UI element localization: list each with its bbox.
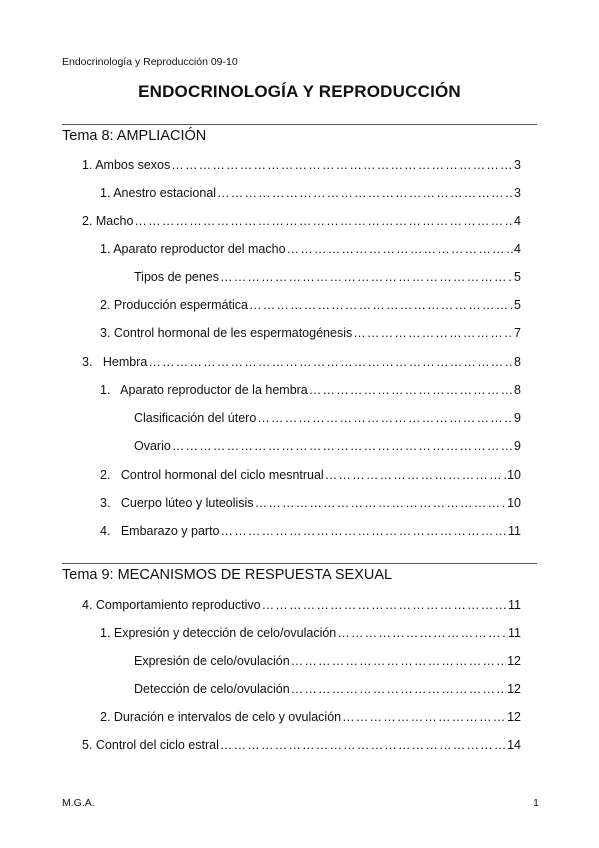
toc-entry-label: 3. Control hormonal de les espermatogénesis: [100, 326, 353, 340]
toc-entry[interactable]: [100, 326, 521, 344]
toc-entry-label: 2. Macho: [82, 214, 134, 228]
toc-entry-label: 2. Control hormonal del ciclo mesntrual: [100, 468, 324, 482]
toc-entry[interactable]: [100, 242, 521, 260]
toc-entry-page: 5: [514, 298, 521, 312]
toc-entry-label: Expresión de celo/ovulación: [134, 654, 290, 668]
toc-entry-page: 8: [514, 383, 521, 397]
toc-entry-page: 10: [507, 496, 521, 510]
toc-leader-dots: [220, 738, 506, 752]
toc-entry-label: 2. Producción espermática: [100, 298, 248, 312]
toc-entry-page: 14: [507, 738, 521, 752]
toc-entry[interactable]: [82, 598, 521, 616]
toc-entry[interactable]: [100, 468, 521, 486]
toc-entry-page: 3: [514, 186, 521, 200]
toc-entry-page: 12: [507, 654, 521, 668]
toc-entry-page: 12: [507, 710, 521, 724]
toc-leader-dots: [249, 298, 513, 312]
toc-entry-label: 4. Embarazo y parto: [100, 524, 220, 538]
toc-leader-dots: [287, 242, 514, 256]
toc-entry[interactable]: [82, 738, 521, 756]
section-title-tema-8: Tema 8: AMPLIACIÓN: [62, 128, 207, 144]
toc-entry-label: 5. Control del ciclo estral: [82, 738, 219, 752]
toc-entry-page: 11: [508, 524, 521, 538]
toc-entry[interactable]: [100, 186, 521, 204]
toc-leader-dots: [342, 710, 506, 724]
toc-leader-dots: [255, 496, 507, 510]
section-divider: [62, 124, 537, 125]
toc-leader-dots: [291, 654, 506, 668]
toc-entry-page: 8: [514, 355, 521, 369]
toc-leader-dots: [171, 158, 513, 172]
toc-entry-page: 11: [508, 626, 521, 640]
toc-entry-label: 1. Anestro estacional: [100, 186, 217, 200]
document-header: Endocrinología y Reproducción 09-10: [62, 56, 238, 68]
toc-entry-label: 2. Duración e intervalos de celo y ovulación: [100, 710, 342, 724]
toc-leader-dots: [221, 524, 508, 538]
toc-leader-dots: [337, 626, 507, 640]
toc-entry-label: Ovario: [134, 439, 171, 453]
toc-entry-label: 3. Cuerpo lúteo y luteolisis: [100, 496, 254, 510]
toc-entry-label: Tipos de penes: [134, 270, 220, 284]
toc-entry-page: 5: [514, 270, 521, 284]
toc-entry-page: 10: [507, 468, 521, 482]
toc-entry-page: 11: [508, 598, 521, 612]
toc-entry-page: 9: [514, 411, 521, 425]
footer-page-number: 1: [533, 797, 539, 809]
document-title: ENDOCRINOLOGÍA Y REPRODUCCIÓN: [138, 82, 461, 101]
toc-entry[interactable]: [134, 439, 521, 457]
toc-entry-label: 4. Comportamiento reproductivo: [82, 598, 261, 612]
toc-entry-page: 4: [514, 214, 521, 228]
toc-entry-label: 1. Ambos sexos: [82, 158, 171, 172]
toc-entry-label: 1. Aparato reproductor de la hembra: [100, 383, 308, 397]
toc-entry[interactable]: [82, 158, 521, 176]
toc-entry[interactable]: [100, 626, 521, 644]
toc-leader-dots: [353, 326, 513, 340]
toc-entry[interactable]: [100, 383, 521, 401]
toc-entry-label: Detección de celo/ovulación: [134, 682, 290, 696]
section-title-tema-9: Tema 9: MECANISMOS DE RESPUESTA SEXUAL: [62, 567, 393, 583]
toc-entry-page: 12: [507, 682, 521, 696]
toc-leader-dots: [148, 355, 513, 369]
toc-entry[interactable]: [82, 214, 521, 232]
toc-entry-page: 4: [514, 242, 521, 256]
toc-entry-label: 3. Hembra: [82, 355, 148, 369]
toc-entry[interactable]: [100, 524, 521, 542]
toc-entry[interactable]: [100, 496, 521, 514]
toc-entry[interactable]: [100, 298, 521, 316]
toc-entry-label: 1. Expresión y detección de celo/ovulación: [100, 626, 337, 640]
toc-leader-dots: [291, 682, 506, 696]
section-divider: [62, 563, 537, 564]
toc-leader-dots: [257, 411, 513, 425]
toc-leader-dots: [172, 439, 513, 453]
toc-entry[interactable]: [134, 270, 521, 288]
footer-author: M.G.A.: [62, 797, 95, 809]
toc-entry[interactable]: [82, 355, 521, 373]
toc-entry-page: 9: [514, 439, 521, 453]
toc-entry[interactable]: [100, 710, 521, 728]
toc-entry[interactable]: [134, 411, 521, 429]
toc-entry[interactable]: [134, 682, 521, 700]
toc-leader-dots: [309, 383, 513, 397]
toc-leader-dots: [217, 186, 513, 200]
toc-leader-dots: [134, 214, 513, 228]
toc-leader-dots: [220, 270, 513, 284]
toc-entry-page: 3: [514, 158, 521, 172]
toc-leader-dots: [325, 468, 506, 482]
toc-leader-dots: [262, 598, 507, 612]
toc-entry[interactable]: [134, 654, 521, 672]
toc-entry-page: 7: [514, 326, 521, 340]
toc-entry-label: 1. Aparato reproductor del macho: [100, 242, 286, 256]
toc-entry-label: Clasificación del útero: [134, 411, 257, 425]
